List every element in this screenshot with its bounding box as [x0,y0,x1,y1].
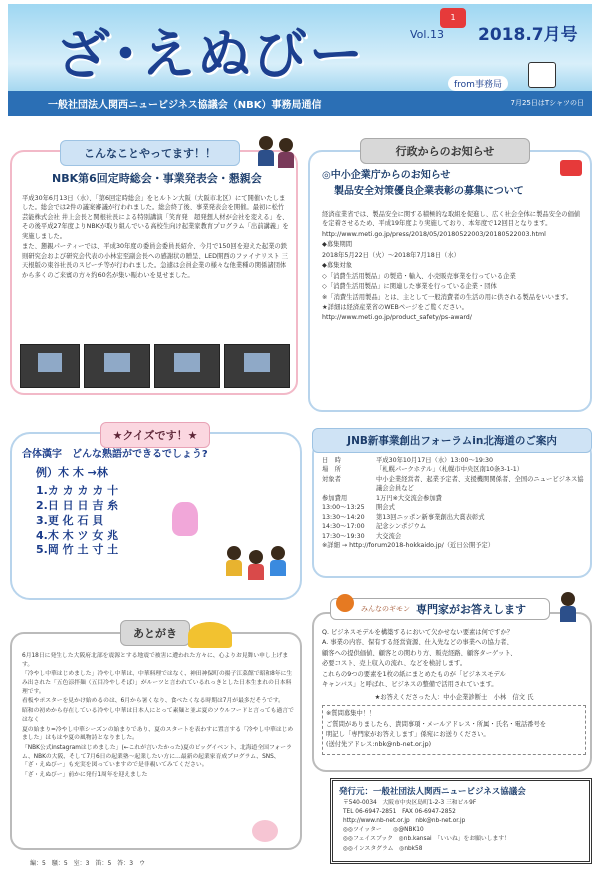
gov-target-note: ※「消費生活用製品」とは、主として一般消費者の生活の用に供される製品をいいます。 [322,293,573,301]
afterword-paragraph: 「ざ・えぬびー」前かに発行1周年を迎えました [22,771,148,778]
publisher-phone: TEL 06-6947-2851 FAX 06-6947-2852 [343,809,456,816]
person-illustration [258,136,274,166]
event-photo [84,344,150,388]
expert-tab-small: みんなのギモン [361,605,410,613]
child-illustration [270,546,286,576]
tshirt-icon [528,62,556,88]
gov-target-label: ◆募集対象 [322,262,353,270]
expert-answer: これらの9つの要素を1枚の紙にまとめたものが「ビジネスモデル [322,670,506,678]
newsletter-title: ざ･えぬびー [56,23,365,86]
question-call-line: ご質問がありましたら、貴問事項・メールアドレス・所属・氏名・電話番号を [326,720,547,728]
afterword-paragraph: 6月18日に発生した大阪府北部を震源とする地震で被害に遭われた方々に、心よりお見舞い申し上げます。 [22,653,289,668]
forum-row: 日 時 平成30年10月17日（水）13:00～19:30 [322,457,494,464]
quiz-item: 1.カ カ カ カ 十 [36,484,119,497]
expert-answerer: ★お答えくださった人：中小企業診断士 小林 信文 氏 [374,693,534,701]
tshirt-day-note: 7月25日はTシャツの日 [510,99,584,107]
government-notice-section [308,150,592,412]
mailbox-icon [560,160,582,176]
forum-row: 参加費用 1万円※大交流会参加費 [322,494,442,502]
afterword-section [10,632,302,850]
expert-body [322,628,586,755]
forum-row: 14:30～17:00 記念シンポジウム [322,523,427,531]
activity-section [10,150,298,395]
quiz-example: 例）木 木 →林 [36,466,108,479]
event-photo [20,344,80,388]
gov-paragraph: 経済産業省では、製品安全に関する積極的な取組を促進し、広く社会全体に製品安全の価値を定着させるため、平成19年度より実施しており、本年度で12回目となります。 [322,211,581,228]
quiz-section [10,432,302,600]
forum-row: 場 所 「札幌パークホテル」（札幌市中央区南10条3-1-1） [322,466,524,474]
forum-table [322,456,588,550]
afterword-paragraph: 夏の始まり=冷やし中華シーズンの始まりであり、夏のスタートを表わすに置言する「冷やし中華はじめました」はもはや夏の風物詩となりました。 [22,726,294,742]
afterword-tab: あとがき [120,620,190,646]
gov-heading-title: 製品安全対策優良企業表彰の募集について [334,186,524,197]
crystal-illustration [172,502,198,536]
question-call-line[interactable]: (送付先アドレス:nbk@nb-net.or.jp) [326,741,432,749]
publisher-address: 〒540-0034 大阪市中央区島町1-2-3 三和ビル9F [343,800,477,806]
publisher-box [330,778,592,864]
masthead [8,4,592,116]
child-illustration [226,546,242,576]
gov-heading-agency: ◎中小企業庁からのお知らせ [322,170,451,181]
expert-tab-title: 専門家がお答えします [416,603,526,616]
gov-target: ◇「消費生活用製品」の製造・輸入、小売販売事業を行っている企業 [322,272,516,280]
publisher-web[interactable]: http://www.nb-net.or.jp nbk@nb-net.or.jp [343,818,466,825]
afterword-paragraph: 「NBK公式instagramはじめました」(←これが言いたかった)夏のビッグイベント、北海道全国フォーラム、NBKの大阪、そして7月6日の起業塾～起業したい方に…最新の起業家育成プログラム、SNS、「ざ・えぬびー」も充実を図っていますので是非覗いてみてください。 [22,744,292,769]
quiz-list [36,484,118,558]
quiz-item: 3.更 化 石 貝 [36,513,104,527]
quiz-item: 4.木 木 ツ 女 兆 [36,528,119,542]
question-call-box [322,705,586,755]
lightbulb-icon [336,594,354,612]
afterword-paragraph: 昭和の初めから存在している冷やし中華は日本人にとって素麺と並ぶ夏のソウルフードと言っても過言ではなく [22,708,294,723]
masthead-subtitle: 一般社団法人関西ニュービジネス協議会（NBK）事務局通信 [48,100,322,111]
quiz-answer-key: 編：5 騒：5 室：3 笛：5 答：3 ウ [30,860,146,867]
forum-detail-link[interactable]: ※詳細 → http://forum2018-hokkaido.jp/（近日公開予定） [322,541,495,549]
expert-qa-section [312,612,592,772]
afterword-paragraph: 「冷やし中華はじめました」冷やし中華は、中華料理ではなく、神田神保町の揚子江菜館で昭和8年に生み出された「五色涼拌麺（五目冷やしそば）」がルーツと言われているれっきとした日本生まれの日本料理です。 [22,671,293,695]
issue-date: 2018.7月号 [478,25,578,45]
event-photo [154,344,220,388]
activity-tab: こんなことやってます！！ [60,140,240,166]
activity-body [22,194,290,281]
gov-body [322,210,584,324]
anniversary-badge: 1 [440,8,466,28]
expert-tab [330,598,550,620]
gov-detail-url[interactable]: http://www.meti.go.jp/product_safety/ps-award/ [322,314,472,322]
forum-row: 13:30～14:20 第13回ニッポン新事業創出大賞表彰式 [322,513,485,521]
from-office-label: from事務局 [448,76,508,91]
expert-answer: キャンバス」と呼ばれ、ビジネスの整備で活用されています。 [322,681,498,689]
dango-illustration [252,820,278,842]
child-illustration [248,550,264,580]
expert-question: Q. ビジネスモデルを構築するにおいて欠かせない要素は何ですか？ [322,629,514,636]
afterword-paragraph: 看板やポスターを見かけ始めるのは、6月から暑くなり、食べたくなる時期は7月が最多だそうです。 [22,698,284,705]
gov-tab: 行政からのお知らせ [360,138,530,164]
gov-period: 2018年5月22日（火）～2018年7月18日（水） [322,251,460,259]
gov-period-label: ◆募集期間 [322,241,353,249]
gov-target: ◇「消費生活用製品」に関連した事業を行っている企業・団体 [322,283,497,291]
quiz-tab: ★クイズです！★ [100,422,210,448]
quiz-item: 5.岡 竹 土 寸 土 [36,543,119,557]
forum-row: 17:30～19:30 大交流会 [322,532,402,540]
forum-section [312,440,592,578]
quiz-question: 合体漢字 どんな熟語ができるでしょう? [22,449,208,460]
gov-detail-label: ★詳細は経済産業省のWEBページをご覧ください。 [322,303,468,311]
quiz-item: 2.日 日 日 吉 糸 [36,498,119,512]
publisher-instagram[interactable]: ◎◎インスタグラム ◎nbk58 [343,845,423,852]
gov-url[interactable]: http://www.meti.go.jp/press/2018/05/20180522003/20180522003.html [322,230,546,238]
publisher-title: 発行元：一般社団法人関西ニュービジネス協議会 [339,787,526,797]
person-illustration [278,138,294,168]
activity-paragraph: 平成30年6月13日（水）、「第6回定時総会」をヒルトン大阪（大阪市北区）にて開催いたしました。総会では2件の議案審議が行われました。総会終了後、事業発表会を開催。最初に松竹芸能株式会社 井上会長と関根社長による特別講演「笑育発 超発想人材が会社を変える」を、その後平成27年度よりNBKが取り組んでいる高校生向け起業家教育プログラム「出前講義」を実施しました。 [22,195,289,240]
forum-tab: JNB新事業創出フォーラムin北海道のご案内 [312,428,592,453]
publisher-twitter[interactable]: ◎◎ツイッター ◎@NBK10 [343,827,424,834]
fan-illustration [188,622,232,648]
volume-number: Vol.13 [410,28,444,41]
afterword-body [22,652,294,781]
activity-heading: NBK第6回定時総会・事業発表会・懇親会 [52,172,262,185]
expert-answer: A. 事業の内容、保有する経営資源、仕入先などの事業への協力者、 [322,639,513,647]
expert-answer: 顧客への提供価値、顧客との関わり方、販売経路、顧客ターゲット、 [322,649,517,657]
expert-illustration [560,592,576,622]
activity-paragraph: また、懇親パーティーでは、平成30年度の委員会委員長紹介、今月で150回を迎えた起業の鉄則研究会および研究会代表の小林宏至副会長への感謝状の贈呈、LED開西のファイナリスト 三天根版の東谷社長のスピーチ等が行われました。急遽は会員企業の様々な他業種の関係諸団体から多くのご来賓の方々約60名が集い賑わいを見せました。 [22,243,288,279]
publisher-facebook[interactable]: ◎◎フェイスブック ◎nb.kansai 「いいね」をお願いします！ [343,836,510,843]
forum-row: 13:00～13:25 開会式 [322,504,395,512]
question-call-line: ※質問募集中！！ [326,710,376,718]
question-call-line: 明記し「専門家がお答えします」係宛にお送りください。 [326,730,490,738]
publisher-details [343,799,579,853]
expert-answer: 必要コスト、売上収入の流れ、などを検討します。 [322,660,467,668]
forum-row: 対象者 中小企業経営者、起業予定者、支援機関関係者、全国のニュービジネス協議会会員など [322,475,584,493]
event-photo [224,344,290,388]
